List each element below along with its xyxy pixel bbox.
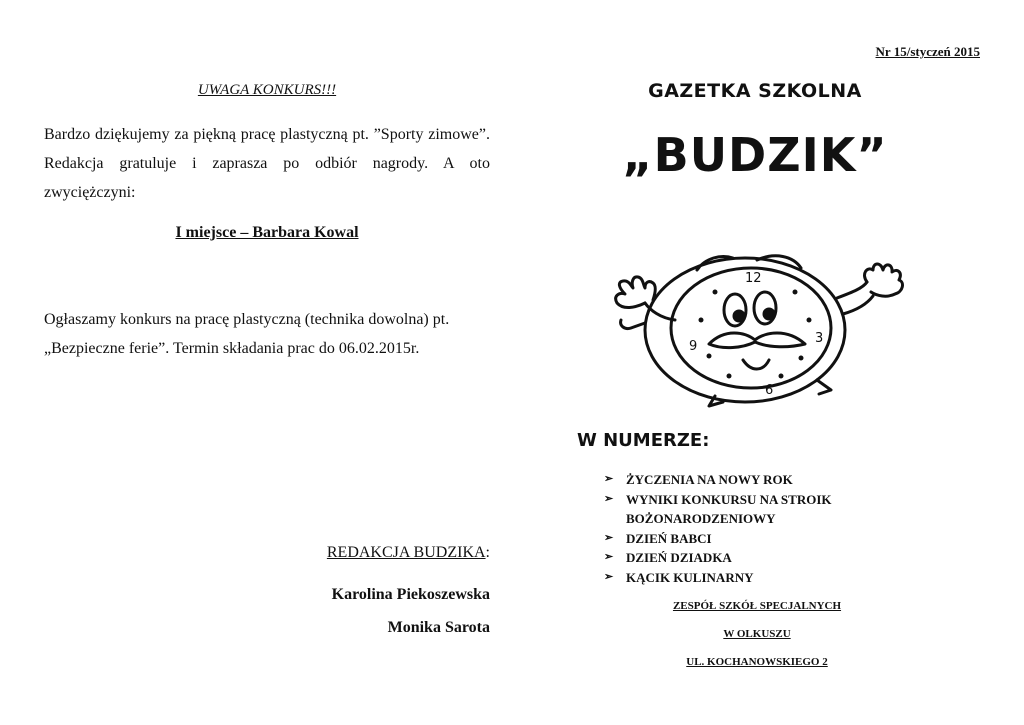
list-item: ➢ DZIEŃ DZIADKA [604,548,884,568]
arrow-bullet-icon: ➢ [604,570,614,583]
school-name: ZESPÓŁ SZKÓŁ SPECJALNYCH [672,600,842,612]
clock-number: 6 [765,383,774,398]
editorial-heading [44,544,490,562]
clock-number: 3 [815,331,824,346]
clock-number: 9 [689,339,698,354]
arrow-bullet-icon: ➢ [604,492,614,505]
contents-heading: W NUMERZE: [577,430,710,451]
school-town: W OLKUSZU [723,628,791,640]
school-address: UL. KOCHANOWSKIEGO 2 [686,656,828,668]
list-item: ➢ ŻYCZENIA NA NOWY ROK [604,470,884,490]
editorial-heading-colon: : [485,544,490,561]
arrow-bullet-icon: ➢ [604,473,614,485]
arrow-bullet-icon: ➢ [604,551,614,563]
issue-number: Nr 15/styczeń 2015 [875,44,980,59]
editor-name: Karolina Piekoszewska [331,586,490,603]
list-item: ➢ DZIEŃ BABCI [604,529,884,549]
editor-name: Monika Sarota [387,619,490,636]
clock-number: 12 [745,271,762,286]
alarm-clock-illustration [605,248,910,408]
contents-list [604,470,884,587]
contest-winner: I miejsce – Barbara Kowal [175,224,359,241]
thanks-paragraph: Bardzo dziękujemy za piękną pracę plastyczną pt. ”Sporty zimowe”. Redakcja gratuluje i zaprasza po odbiór nagrody. A oto zwyciężczyni: [44,126,490,201]
contest-announcement: Ogłaszamy konkurs na pracę plastyczną (technika dowolna) pt. „Bezpieczne ferie”. Termin składania prac do 06.02.2015r. [44,311,450,357]
list-item: ➢ WYNIKI KONKURSU NA STROIK BOŻONARODZENIOWY [604,491,832,526]
list-item: ➢ KĄCIK KULINARNY [604,568,884,588]
gazette-label: GAZETKA SZKOLNA [648,80,862,102]
contest-heading: UWAGA KONKURS!!! [197,82,337,98]
arrow-bullet-icon: ➢ [604,531,614,544]
editorial-heading-text: REDAKCJA BUDZIKA [326,544,486,561]
newsletter-title: „BUDZIK” [622,128,888,182]
